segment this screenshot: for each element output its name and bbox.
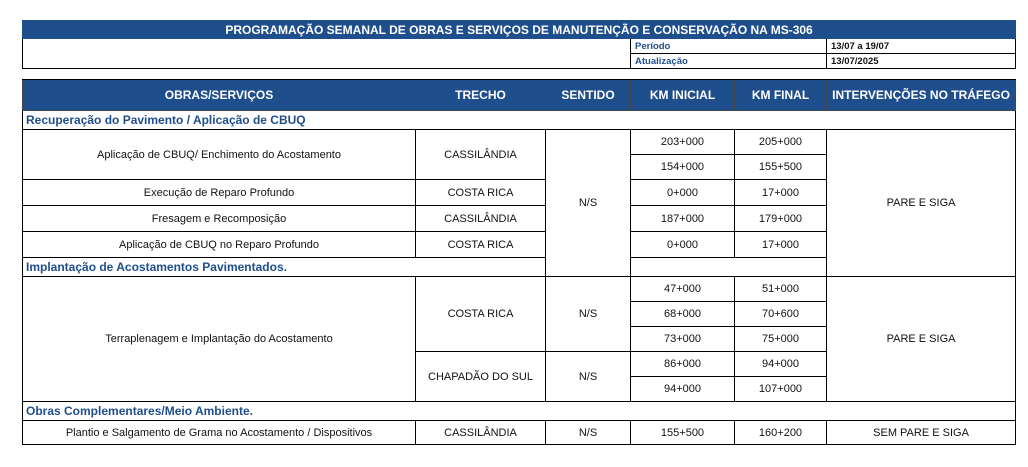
intervencao-cell: SEM PARE E SIGA xyxy=(827,421,1016,445)
header-obras: OBRAS/SERVIÇOS xyxy=(23,80,416,111)
obra-cell: Terraplenagem e Implantação do Acostamento xyxy=(23,277,416,402)
sentido-cell: N/S xyxy=(546,277,631,352)
obra-cell: Execução de Reparo Profundo xyxy=(23,180,416,206)
km-final-cell: 51+000 xyxy=(735,277,827,302)
section-title: Implantação de Acostamentos Pavimentados. xyxy=(23,258,1016,277)
meta-blank xyxy=(23,39,631,69)
km-final-cell: 179+000 xyxy=(735,206,827,232)
km-inicial-cell: 94+000 xyxy=(631,377,735,402)
km-inicial-cell: 154+000 xyxy=(631,155,735,180)
trecho-cell: CHAPADÃO DO SUL xyxy=(416,352,546,402)
intervencao-cell: PARE E SIGA xyxy=(827,277,1016,402)
sentido-cell: N/S xyxy=(546,352,631,402)
trecho-cell: CASSILÂNDIA xyxy=(416,421,546,445)
header-intervencoes: INTERVENÇÕES NO TRÁFEGO xyxy=(827,80,1016,111)
km-final-cell: 155+500 xyxy=(735,155,827,180)
km-final-cell: 17+000 xyxy=(735,180,827,206)
km-inicial-cell: 0+000 xyxy=(631,180,735,206)
km-inicial-cell: 155+500 xyxy=(631,421,735,445)
km-inicial-cell: 47+000 xyxy=(631,277,735,302)
schedule-table xyxy=(22,20,1016,445)
header-km-inicial: KM INICIAL xyxy=(631,80,735,111)
km-inicial-cell: 73+000 xyxy=(631,327,735,352)
trecho-cell: COSTA RICA xyxy=(416,277,546,352)
obra-cell: Plantio e Salgamento de Grama no Acostamento / Dispositivos xyxy=(23,421,416,445)
sentido-cell: N/S xyxy=(546,421,631,445)
km-final-cell: 107+000 xyxy=(735,377,827,402)
table-title: PROGRAMAÇÃO SEMANAL DE OBRAS E SERVIÇOS DE MANUTENÇÃO E CONSERVAÇÃO NA MS-306 xyxy=(23,21,1016,39)
km-inicial-cell: 203+000 xyxy=(631,130,735,155)
km-inicial-cell: 68+000 xyxy=(631,302,735,327)
atualizacao-label: Atualização xyxy=(631,54,827,69)
header-trecho: TRECHO xyxy=(416,80,546,111)
km-final-cell: 160+200 xyxy=(735,421,827,445)
intervencao-cell: PARE E SIGA xyxy=(827,130,1016,277)
trecho-cell: COSTA RICA xyxy=(416,180,546,206)
obra-cell: Fresagem e Recomposição xyxy=(23,206,416,232)
km-inicial-cell: 187+000 xyxy=(631,206,735,232)
trecho-cell: CASSILÂNDIA xyxy=(416,130,546,180)
atualizacao-value: 13/07/2025 xyxy=(827,54,1016,69)
trecho-cell: CASSILÂNDIA xyxy=(416,206,546,232)
periodo-label: Período xyxy=(631,39,827,54)
km-final-cell: 17+000 xyxy=(735,232,827,258)
obra-cell: Aplicação de CBUQ/ Enchimento do Acostamento xyxy=(23,130,416,180)
sentido-cell: N/S xyxy=(546,130,631,277)
header-km-final: KM FINAL xyxy=(735,80,827,111)
km-final-cell: 70+600 xyxy=(735,302,827,327)
trecho-cell: COSTA RICA xyxy=(416,232,546,258)
spacer-row xyxy=(23,69,1016,80)
header-sentido: SENTIDO xyxy=(546,80,631,111)
obra-cell: Aplicação de CBUQ no Reparo Profundo xyxy=(23,232,416,258)
km-inicial-cell: 0+000 xyxy=(631,232,735,258)
section-title: Obras Complementares/Meio Ambiente. xyxy=(23,402,1016,421)
periodo-value: 13/07 a 19/07 xyxy=(827,39,1016,54)
km-final-cell: 75+000 xyxy=(735,327,827,352)
km-final-cell: 205+000 xyxy=(735,130,827,155)
km-final-cell: 94+000 xyxy=(735,352,827,377)
km-inicial-cell: 86+000 xyxy=(631,352,735,377)
section-title: Recuperação do Pavimento / Aplicação de CBUQ xyxy=(23,111,1016,130)
